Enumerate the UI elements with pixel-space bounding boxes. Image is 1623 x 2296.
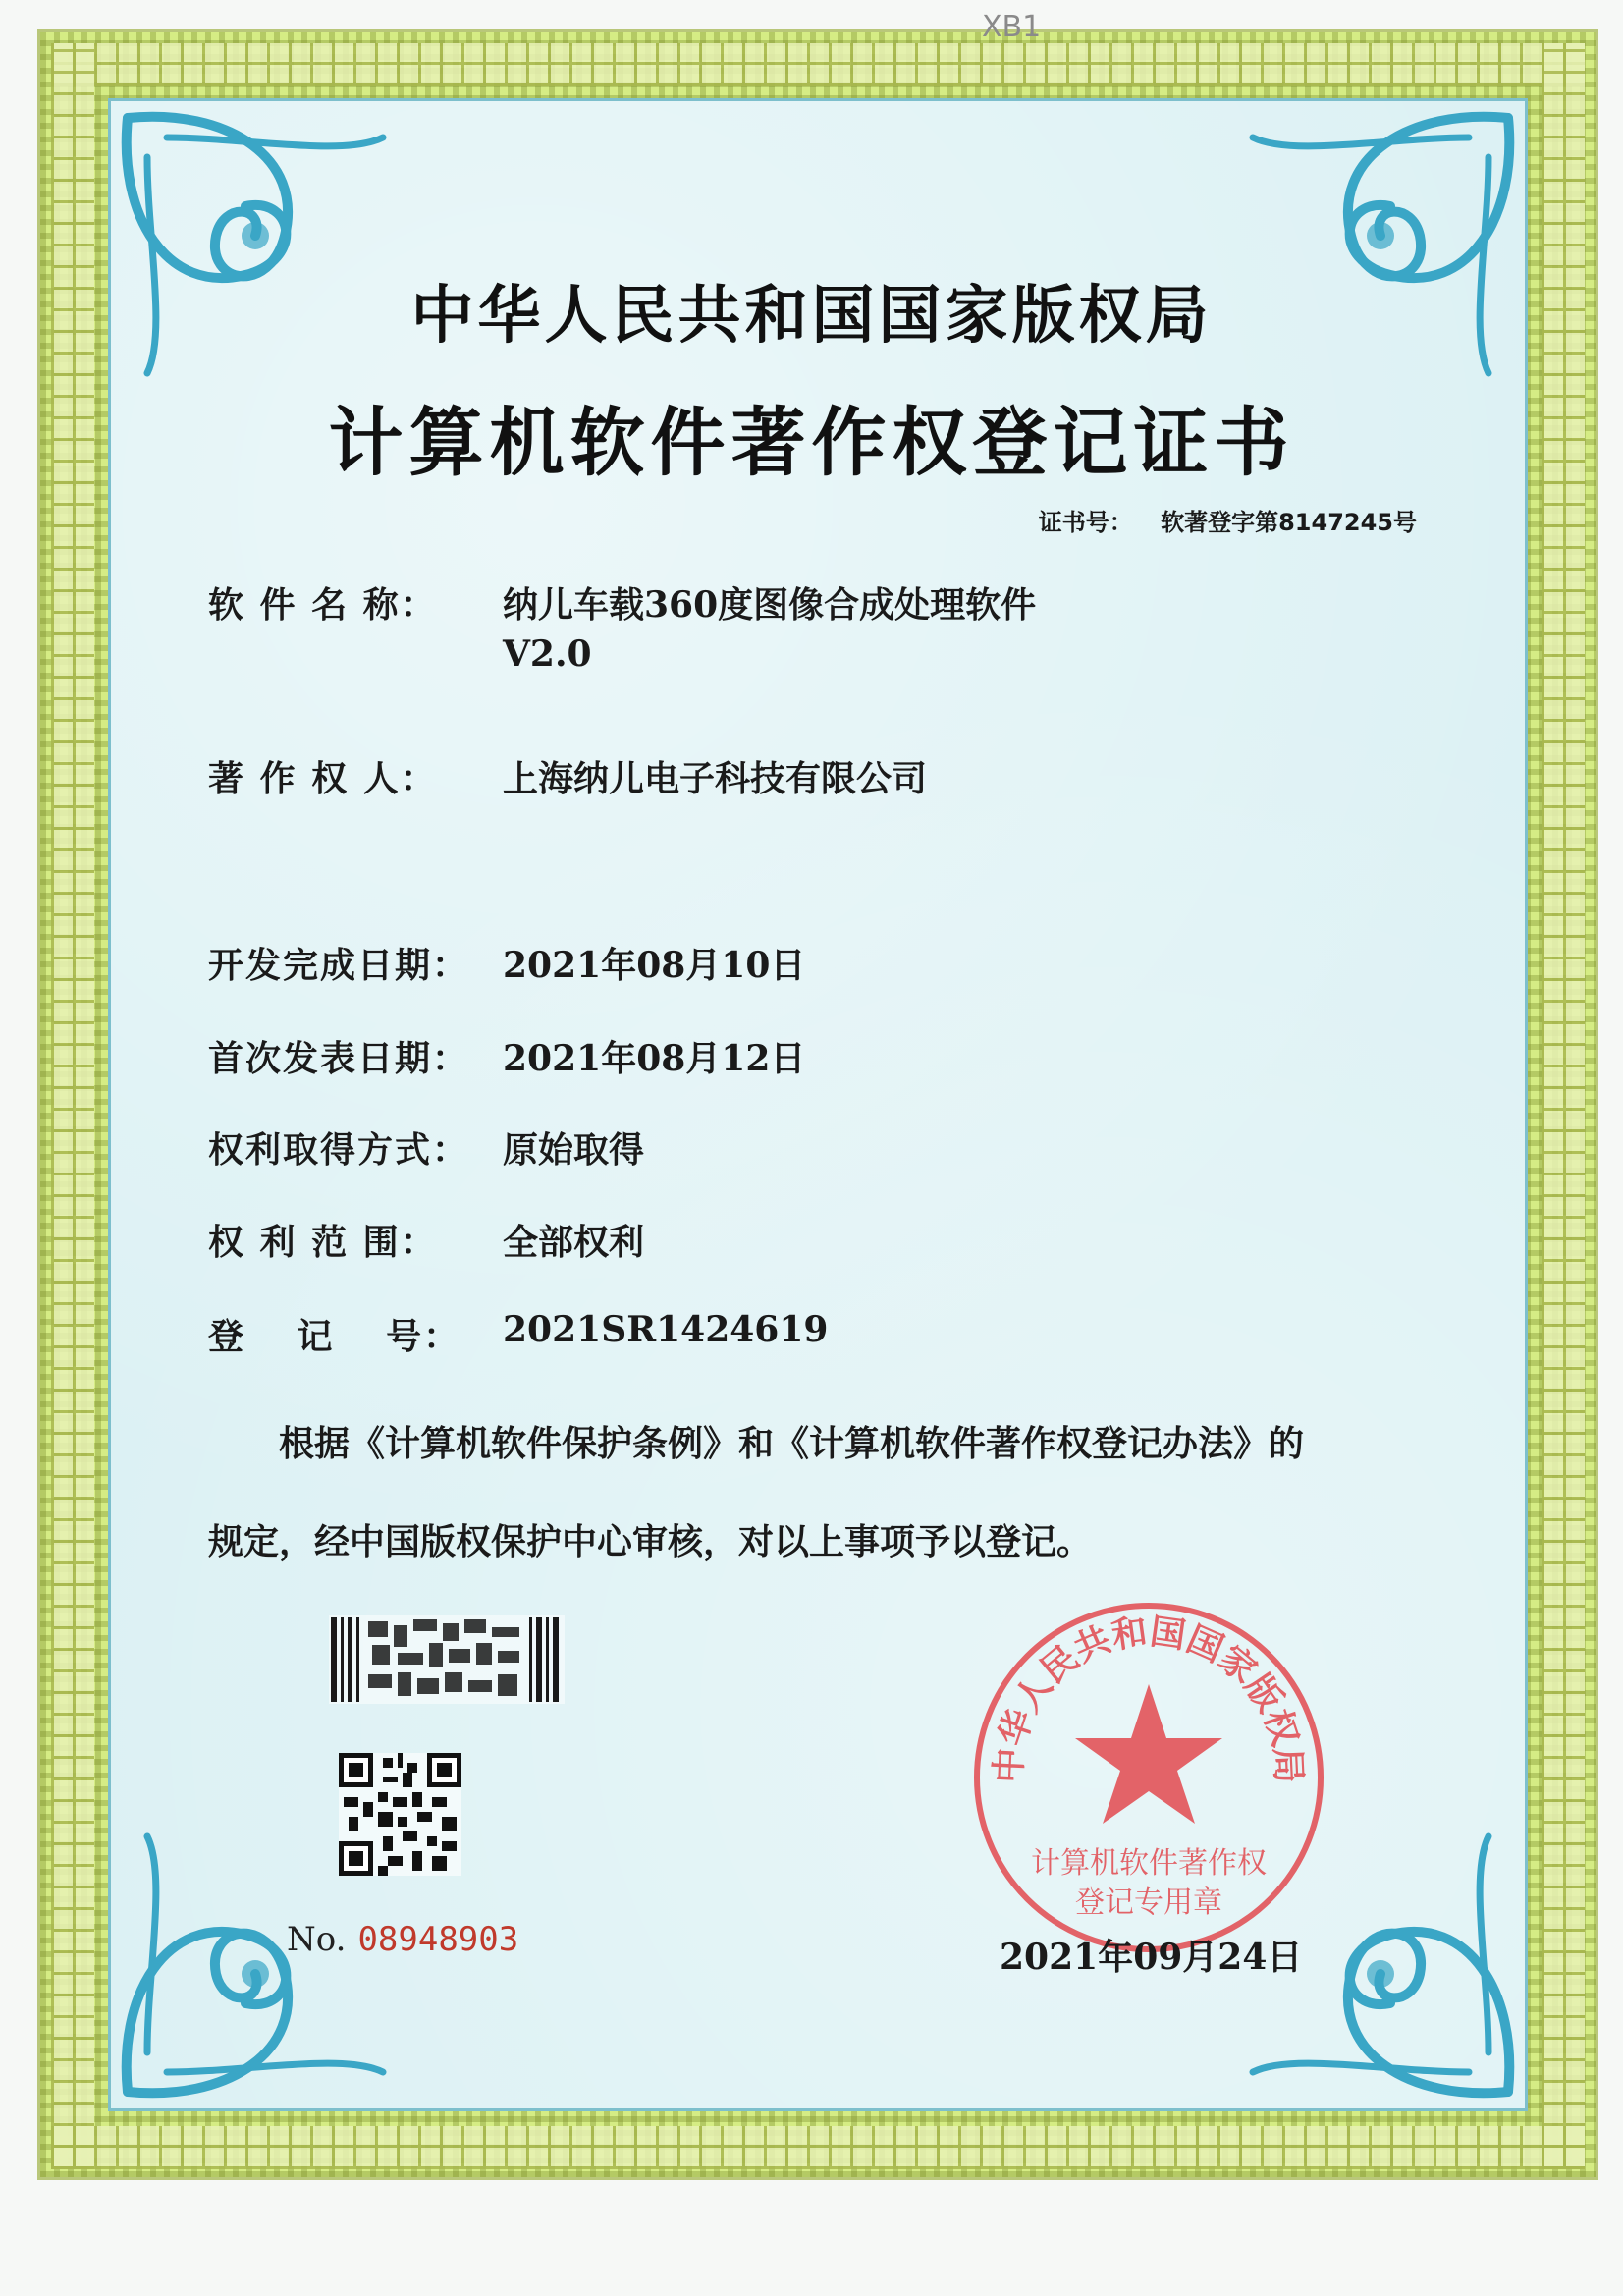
official-seal: [967, 1596, 1330, 1959]
certificate-number: [1039, 503, 1417, 537]
field-software-name: [208, 577, 1036, 675]
field-value: [503, 1031, 805, 1081]
statement-line-1: 根据《计算机软件保护条例》和《计算机软件著作权登记办法》的: [279, 1423, 1305, 1464]
seal-arc-text: 中华人民共和国国家版权局: [989, 1612, 1309, 1784]
first-publication-date-value: 2021年08月12日: [503, 1038, 806, 1079]
field-label: 权利取得方式：: [208, 1129, 470, 1171]
field-label: 开发完成日期：: [208, 945, 470, 986]
key-pattern-left: [51, 43, 94, 2169]
completion-date-value: 2021年08月10日: [503, 945, 806, 986]
handwritten-annotation: XB1: [982, 10, 1042, 44]
seal-inner-line-1: 计算机软件著作权: [1031, 1846, 1267, 1881]
issuer-heading: 中华人民共和国国家版权局: [410, 280, 1213, 353]
registration-statement: [208, 1394, 1445, 1591]
key-pattern-right: [1542, 43, 1585, 2169]
field-label: 登 记 号：: [208, 1316, 461, 1357]
field-rights-scope: [208, 1215, 644, 1265]
serial-value: 08948903: [357, 1920, 519, 1959]
qr-code-image: [339, 1753, 461, 1876]
field-value: [503, 1122, 644, 1173]
software-name-line2: V2.0: [503, 633, 592, 675]
field-copyright-owner: [208, 751, 927, 801]
key-pattern-bottom: [51, 2126, 1585, 2169]
registration-number-value: 2021SR1424619: [503, 1309, 829, 1350]
key-pattern-top: [51, 43, 1585, 86]
field-acquisition-method: [208, 1122, 644, 1173]
field-value: [503, 1215, 644, 1265]
field-label: 软 件 名 称：: [208, 584, 438, 626]
field-label: 权 利 范 围：: [208, 1222, 438, 1263]
field-first-publication-date: [208, 1031, 805, 1081]
field-label: 首次发表日期：: [208, 1038, 470, 1079]
certificate-number-value: 软著登字第8147245号: [1161, 509, 1417, 536]
field-value: [503, 751, 927, 801]
software-name-line1: 纳儿车载360度图像合成处理软件: [503, 584, 1037, 626]
copyright-owner-value: 上海纳儿电子科技有限公司: [503, 758, 928, 799]
serial-number: [287, 1920, 518, 1959]
field-value: [503, 1309, 828, 1359]
acquisition-method-value: 原始取得: [503, 1129, 645, 1171]
certificate-title: 计算机软件著作权登记证书: [328, 399, 1295, 486]
field-completion-date: [208, 938, 805, 988]
barcode-image: [329, 1615, 565, 1704]
rights-scope-value: 全部权利: [503, 1222, 645, 1263]
seal-inner-line-2: 登记专用章: [1075, 1886, 1222, 1920]
field-value: [503, 577, 1036, 675]
field-value: [503, 938, 805, 988]
issue-date: 2021年09月24日: [1000, 1937, 1303, 1978]
statement-line-2: 规定，经中国版权保护中心审核，对以上事项予以登记。: [208, 1521, 1093, 1562]
serial-label: No.: [287, 1920, 347, 1959]
certificate-number-label: 证书号：: [1038, 509, 1133, 536]
field-registration-number: [208, 1309, 828, 1359]
field-label: 著 作 权 人：: [208, 758, 438, 799]
